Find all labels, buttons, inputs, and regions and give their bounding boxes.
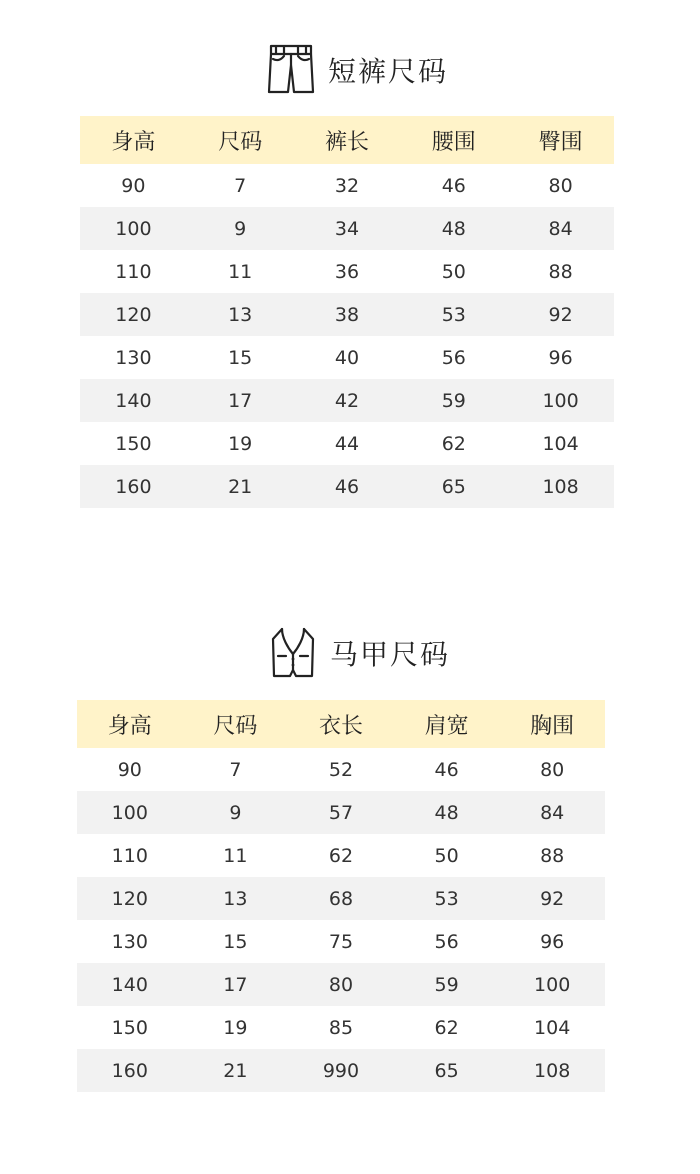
cell-size: 11 [223, 844, 248, 867]
table-row [77, 791, 605, 834]
cell-pants-length: 44 [334, 432, 360, 455]
table-row [80, 250, 614, 293]
cell-garment-length: 990 [288, 1049, 394, 1092]
cell-pants-length: 42 [294, 379, 401, 422]
cell-hip: 92 [507, 293, 614, 336]
cell-height: 140 [80, 379, 187, 422]
cell-chest: 100 [499, 963, 605, 1006]
cell-height: 120 [80, 293, 187, 336]
shorts-icon [266, 43, 316, 97]
cell-shoulder: 48 [394, 791, 500, 834]
cell-hip: 84 [507, 207, 614, 250]
table-header-row [80, 116, 614, 164]
cell-size: 21 [187, 465, 294, 508]
vest-title: 马甲尺码 [330, 638, 451, 671]
cell-waist: 50 [441, 260, 466, 283]
cell-size: 17 [183, 963, 289, 1006]
table-header-row [77, 700, 605, 748]
header-height: 身高 [80, 116, 187, 164]
cell-hip: 80 [548, 174, 573, 197]
table-row [80, 422, 614, 465]
table-row [77, 920, 605, 963]
cell-height: 130 [111, 930, 148, 953]
cell-height: 140 [77, 963, 183, 1006]
cell-size: 19 [228, 432, 253, 455]
cell-shoulder: 46 [434, 758, 459, 781]
shorts-title-row [266, 40, 448, 100]
table-row [77, 834, 605, 877]
header-shoulder: 肩宽 [394, 700, 500, 748]
cell-shoulder: 59 [394, 963, 500, 1006]
table-row [77, 748, 605, 791]
cell-chest: 92 [499, 877, 605, 920]
table-row [80, 207, 614, 250]
cell-chest: 108 [499, 1049, 605, 1092]
table-row [80, 465, 614, 508]
cell-shoulder: 50 [434, 844, 459, 867]
cell-hip: 100 [507, 379, 614, 422]
cell-garment-length: 75 [328, 930, 354, 953]
cell-height: 150 [115, 432, 152, 455]
cell-shoulder: 62 [434, 1016, 459, 1039]
cell-pants-length: 40 [334, 346, 360, 369]
cell-height: 110 [111, 844, 148, 867]
table-row [80, 336, 614, 379]
table-row [80, 379, 614, 422]
cell-size: 15 [223, 930, 248, 953]
cell-garment-length: 57 [288, 791, 394, 834]
cell-waist: 56 [441, 346, 466, 369]
cell-chest: 96 [540, 930, 565, 953]
cell-waist: 65 [400, 465, 507, 508]
header-garment-length: 衣长 [288, 700, 394, 748]
cell-chest: 88 [540, 844, 565, 867]
cell-waist: 48 [400, 207, 507, 250]
cell-height: 100 [80, 207, 187, 250]
cell-height: 120 [77, 877, 183, 920]
table-row [77, 1006, 605, 1049]
cell-chest: 84 [499, 791, 605, 834]
cell-height: 100 [77, 791, 183, 834]
cell-size: 9 [183, 791, 289, 834]
cell-height: 130 [115, 346, 152, 369]
cell-height: 90 [117, 758, 142, 781]
cell-size: 13 [183, 877, 289, 920]
cell-chest: 80 [540, 758, 565, 781]
table-row [80, 164, 614, 207]
cell-size: 7 [234, 174, 247, 197]
header-waist: 腰围 [400, 116, 507, 164]
cell-pants-length: 34 [294, 207, 401, 250]
header-hip: 臀围 [507, 116, 614, 164]
table-row [80, 293, 614, 336]
cell-chest: 104 [534, 1016, 571, 1039]
cell-size: 13 [187, 293, 294, 336]
cell-pants-length: 38 [294, 293, 401, 336]
cell-garment-length: 85 [328, 1016, 354, 1039]
cell-height: 160 [80, 465, 187, 508]
header-pants-length: 裤长 [294, 116, 401, 164]
cell-garment-length: 80 [288, 963, 394, 1006]
cell-shoulder: 65 [394, 1049, 500, 1092]
cell-hip: 104 [542, 432, 579, 455]
table-row [77, 877, 605, 920]
cell-waist: 53 [400, 293, 507, 336]
cell-height: 110 [115, 260, 152, 283]
cell-waist: 46 [441, 174, 466, 197]
cell-size: 15 [228, 346, 253, 369]
header-height: 身高 [77, 700, 183, 748]
table-row [77, 1049, 605, 1092]
vest-size-table [77, 700, 605, 1092]
cell-size: 9 [187, 207, 294, 250]
cell-size: 11 [228, 260, 253, 283]
table-row [77, 963, 605, 1006]
cell-shoulder: 53 [394, 877, 500, 920]
cell-garment-length: 62 [328, 844, 354, 867]
cell-shoulder: 56 [434, 930, 459, 953]
cell-garment-length: 68 [288, 877, 394, 920]
cell-size: 19 [223, 1016, 248, 1039]
cell-waist: 62 [441, 432, 466, 455]
cell-height: 160 [77, 1049, 183, 1092]
cell-pants-length: 46 [294, 465, 401, 508]
header-chest: 胸围 [499, 700, 605, 748]
cell-size: 21 [183, 1049, 289, 1092]
cell-size: 17 [187, 379, 294, 422]
cell-pants-length: 36 [334, 260, 360, 283]
cell-hip: 96 [548, 346, 573, 369]
cell-hip: 88 [548, 260, 573, 283]
cell-pants-length: 32 [334, 174, 360, 197]
header-size: 尺码 [183, 700, 289, 748]
vest-title-row [268, 623, 450, 683]
shorts-title: 短裤尺码 [328, 55, 449, 88]
cell-garment-length: 52 [328, 758, 354, 781]
vest-icon [268, 626, 318, 680]
cell-hip: 108 [507, 465, 614, 508]
cell-size: 7 [229, 758, 242, 781]
cell-waist: 59 [400, 379, 507, 422]
cell-height: 150 [111, 1016, 148, 1039]
header-size: 尺码 [187, 116, 294, 164]
shorts-size-table [80, 116, 614, 508]
cell-height: 90 [121, 174, 146, 197]
